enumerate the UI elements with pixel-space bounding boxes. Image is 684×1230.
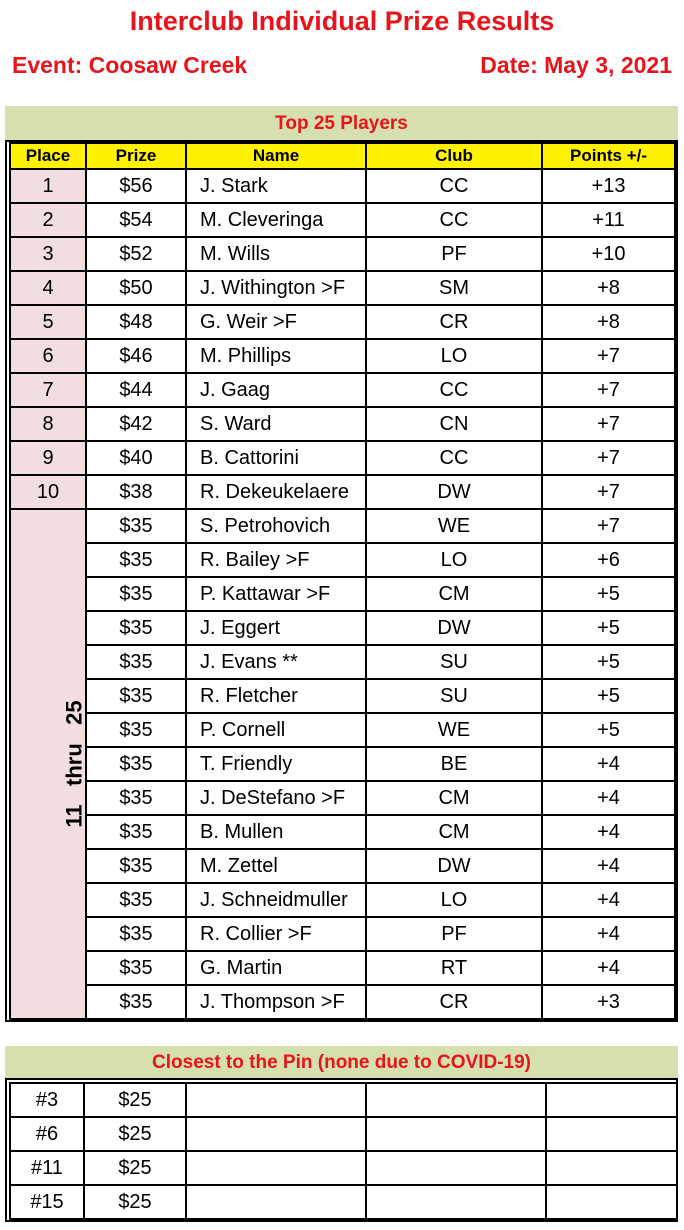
table-row: [10, 985, 675, 1019]
name-cell: P. Kattawar >F: [186, 577, 366, 611]
points-cell: +5: [542, 679, 675, 713]
points-cell: +5: [542, 577, 675, 611]
name-cell: J. Schneidmuller: [186, 883, 366, 917]
name-cell: M. Phillips: [186, 339, 366, 373]
club-cell: CC: [366, 441, 542, 475]
pin-distance-cell: [546, 1151, 677, 1185]
table-row: [10, 237, 675, 271]
points-cell: +7: [542, 339, 675, 373]
prize-cell: $35: [86, 985, 186, 1019]
table-row: [10, 407, 675, 441]
club-cell: CR: [366, 305, 542, 339]
table-row: [10, 815, 675, 849]
points-cell: +11: [542, 203, 675, 237]
club-cell: SU: [366, 645, 542, 679]
place-cell: 6: [10, 339, 86, 373]
points-cell: +4: [542, 917, 675, 951]
table-row: [10, 543, 675, 577]
column-header-name: Name: [186, 143, 366, 169]
name-cell: J. DeStefano >F: [186, 781, 366, 815]
club-cell: PF: [366, 917, 542, 951]
pin-row: [10, 1117, 677, 1151]
prize-cell: $50: [86, 271, 186, 305]
top25-section-title: Top 25 Players: [5, 106, 678, 140]
closest-pin-table: [9, 1082, 678, 1220]
prize-cell: $35: [86, 883, 186, 917]
place-cell: 1: [10, 169, 86, 203]
date-label: Date: May 3, 2021: [480, 52, 672, 78]
column-header-club: Club: [366, 143, 542, 169]
place-cell: 2: [10, 203, 86, 237]
name-cell: J. Withington >F: [186, 271, 366, 305]
pin-club-cell: [366, 1185, 546, 1219]
place-group-cell: [10, 509, 86, 1019]
table-row: [10, 441, 675, 475]
points-cell: +7: [542, 441, 675, 475]
club-cell: LO: [366, 883, 542, 917]
club-cell: WE: [366, 509, 542, 543]
points-cell: +7: [542, 373, 675, 407]
prize-cell: $35: [86, 509, 186, 543]
prize-cell: $48: [86, 305, 186, 339]
club-cell: CM: [366, 815, 542, 849]
name-cell: J. Gaag: [186, 373, 366, 407]
closest-pin-section-title: Closest to the Pin (none due to COVID-19): [5, 1046, 678, 1078]
club-cell: LO: [366, 543, 542, 577]
pin-club-cell: [366, 1083, 546, 1117]
column-header-prize: Prize: [86, 143, 186, 169]
prize-cell: $54: [86, 203, 186, 237]
points-cell: +5: [542, 611, 675, 645]
points-cell: +4: [542, 747, 675, 781]
points-cell: +4: [542, 781, 675, 815]
prize-cell: $52: [86, 237, 186, 271]
prize-cell: $35: [86, 679, 186, 713]
pin-distance-cell: [546, 1185, 677, 1219]
hole-cell: #11: [10, 1151, 84, 1185]
table-row: [10, 917, 675, 951]
points-cell: +8: [542, 271, 675, 305]
pin-prize-cell: $25: [84, 1185, 186, 1219]
club-cell: LO: [366, 339, 542, 373]
table-row: [10, 611, 675, 645]
club-cell: RT: [366, 951, 542, 985]
points-cell: +4: [542, 815, 675, 849]
prize-cell: $35: [86, 815, 186, 849]
hole-cell: #6: [10, 1117, 84, 1151]
pin-distance-cell: [546, 1083, 677, 1117]
table-row: [10, 339, 675, 373]
name-cell: R. Bailey >F: [186, 543, 366, 577]
club-cell: CC: [366, 169, 542, 203]
club-cell: CN: [366, 407, 542, 441]
table-row: [10, 373, 675, 407]
club-cell: WE: [366, 713, 542, 747]
name-cell: J. Thompson >F: [186, 985, 366, 1019]
pin-distance-cell: [546, 1117, 677, 1151]
prize-cell: $35: [86, 781, 186, 815]
club-cell: CC: [366, 203, 542, 237]
place-cell: 8: [10, 407, 86, 441]
prize-cell: $44: [86, 373, 186, 407]
club-cell: SM: [366, 271, 542, 305]
prize-cell: $35: [86, 645, 186, 679]
name-cell: T. Friendly: [186, 747, 366, 781]
prize-cell: $35: [86, 543, 186, 577]
place-cell: 3: [10, 237, 86, 271]
prize-cell: $42: [86, 407, 186, 441]
points-cell: +13: [542, 169, 675, 203]
table-row: [10, 883, 675, 917]
name-cell: S. Petrohovich: [186, 509, 366, 543]
points-cell: +5: [542, 713, 675, 747]
club-cell: BE: [366, 747, 542, 781]
column-header-points: Points +/-: [542, 143, 675, 169]
pin-club-cell: [366, 1151, 546, 1185]
pin-winner-cell: [186, 1117, 366, 1151]
name-cell: R. Collier >F: [186, 917, 366, 951]
hole-cell: #3: [10, 1083, 84, 1117]
table-row: [10, 849, 675, 883]
place-cell: 9: [10, 441, 86, 475]
name-cell: J. Eggert: [186, 611, 366, 645]
prize-cell: $35: [86, 713, 186, 747]
club-cell: CM: [366, 781, 542, 815]
name-cell: S. Ward: [186, 407, 366, 441]
prize-cell: $35: [86, 917, 186, 951]
prize-cell: $46: [86, 339, 186, 373]
name-cell: M. Cleveringa: [186, 203, 366, 237]
pin-row: [10, 1083, 677, 1117]
table-row: [10, 781, 675, 815]
name-cell: R. Dekeukelaere: [186, 475, 366, 509]
name-cell: B. Cattorini: [186, 441, 366, 475]
pin-winner-cell: [186, 1185, 366, 1219]
table-row: [10, 203, 675, 237]
event-label: Event: Coosaw Creek: [12, 52, 248, 78]
table-row: [10, 747, 675, 781]
name-cell: G. Weir >F: [186, 305, 366, 339]
pin-row: [10, 1185, 677, 1219]
prize-cell: $40: [86, 441, 186, 475]
points-cell: +6: [542, 543, 675, 577]
table-row: [10, 271, 675, 305]
pin-winner-cell: [186, 1151, 366, 1185]
points-cell: +4: [542, 883, 675, 917]
points-cell: +10: [542, 237, 675, 271]
club-cell: DW: [366, 849, 542, 883]
table-row: [10, 679, 675, 713]
header-row: [10, 143, 675, 169]
prize-cell: $38: [86, 475, 186, 509]
name-cell: G. Martin: [186, 951, 366, 985]
name-cell: B. Mullen: [186, 815, 366, 849]
table-row: [10, 509, 675, 543]
place-cell: 5: [10, 305, 86, 339]
club-cell: CR: [366, 985, 542, 1019]
hole-cell: #15: [10, 1185, 84, 1219]
pin-winner-cell: [186, 1083, 366, 1117]
points-cell: +4: [542, 951, 675, 985]
table-row: [10, 713, 675, 747]
name-cell: M. Wills: [186, 237, 366, 271]
club-cell: DW: [366, 611, 542, 645]
pin-prize-cell: $25: [84, 1151, 186, 1185]
prize-cell: $56: [86, 169, 186, 203]
place-cell: 10: [10, 475, 86, 509]
points-cell: +7: [542, 475, 675, 509]
club-cell: DW: [366, 475, 542, 509]
points-cell: +8: [542, 305, 675, 339]
prize-cell: $35: [86, 951, 186, 985]
club-cell: SU: [366, 679, 542, 713]
place-cell: 7: [10, 373, 86, 407]
prize-cell: $35: [86, 611, 186, 645]
points-cell: +7: [542, 407, 675, 441]
column-header-place: Place: [10, 143, 86, 169]
club-cell: PF: [366, 237, 542, 271]
name-cell: M. Zettel: [186, 849, 366, 883]
prize-cell: $35: [86, 849, 186, 883]
pin-prize-cell: $25: [84, 1117, 186, 1151]
pin-row: [10, 1151, 677, 1185]
club-cell: CC: [366, 373, 542, 407]
top25-table: [9, 142, 676, 1020]
table-row: [10, 577, 675, 611]
page-title: Interclub Individual Prize Results: [129, 6, 555, 36]
prize-cell: $35: [86, 747, 186, 781]
name-cell: J. Stark: [186, 169, 366, 203]
table-row: [10, 305, 675, 339]
table-row: [10, 951, 675, 985]
name-cell: R. Fletcher: [186, 679, 366, 713]
pin-club-cell: [366, 1117, 546, 1151]
prize-cell: $35: [86, 577, 186, 611]
table-row: [10, 475, 675, 509]
place-group-label: 11 thru 25: [61, 700, 87, 828]
table-row: [10, 645, 675, 679]
table-row: [10, 169, 675, 203]
name-cell: P. Cornell: [186, 713, 366, 747]
points-cell: +4: [542, 849, 675, 883]
points-cell: +5: [542, 645, 675, 679]
points-cell: +3: [542, 985, 675, 1019]
place-cell: 4: [10, 271, 86, 305]
points-cell: +7: [542, 509, 675, 543]
name-cell: J. Evans **: [186, 645, 366, 679]
club-cell: CM: [366, 577, 542, 611]
pin-prize-cell: $25: [84, 1083, 186, 1117]
